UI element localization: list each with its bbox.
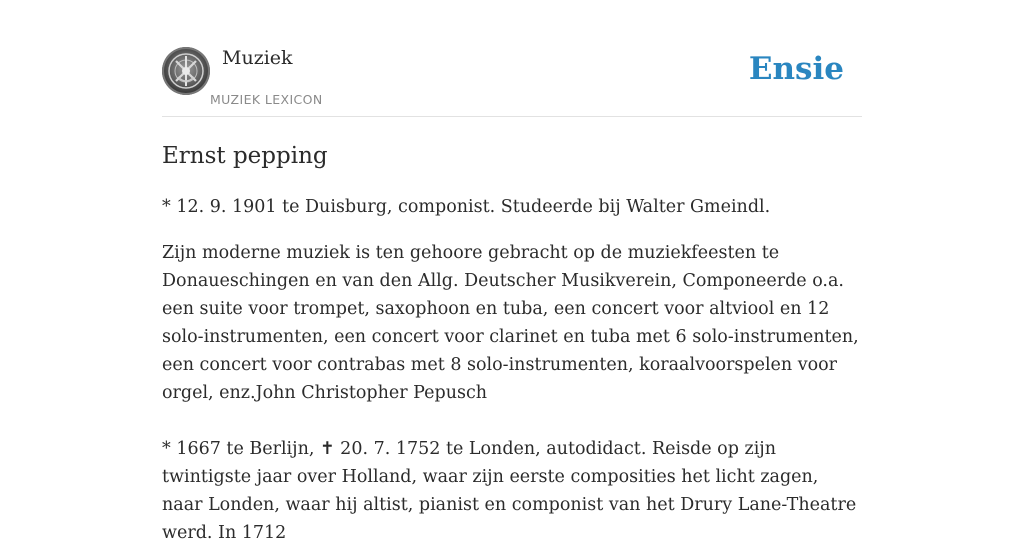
section-subtitle[interactable]: MUZIEK LEXICON: [210, 92, 323, 107]
article-paragraph: Zijn moderne muziek is ten gehoore gebracht op de muziekfeesten te Donaueschingen en van den Allg. Deutscher Musikverein, Componeerde o.a. een suite voor trompet, saxophoon en tuba, een concert voor altviool en 12 solo-instrumenten, een concert voor clarinet en tuba met 6 solo-instrumenten, een concert voor contrabas met 8 solo-instrumenten, koraalvoorspelen voor orgel, enz.John Christopher Pepusch: [162, 243, 859, 403]
category-avatar[interactable]: [162, 47, 210, 95]
article-paragraph: * 12. 9. 1901 te Duisburg, componist. Studeerde bij Walter Gmeindl.: [162, 197, 771, 217]
page: [162, 0, 862, 547]
article-paragraph: * 1667 te Berlijn, ✝ 20. 7. 1752 te Londen, autodidact. Reisde op zijn twintigste jaar over Holland, waar zijn eerste composities het licht zagen, naar Londen, waar hij altist, pianist en componist van het Drury Lane-Theatre werd. In 1712: [162, 439, 857, 543]
music-emblem-icon: [162, 47, 210, 95]
article-title: Ernst pepping: [162, 143, 328, 169]
header: [162, 0, 862, 117]
section-title[interactable]: Muziek: [222, 47, 293, 69]
brand-logo[interactable]: Ensie: [748, 51, 844, 87]
article: [162, 141, 862, 547]
